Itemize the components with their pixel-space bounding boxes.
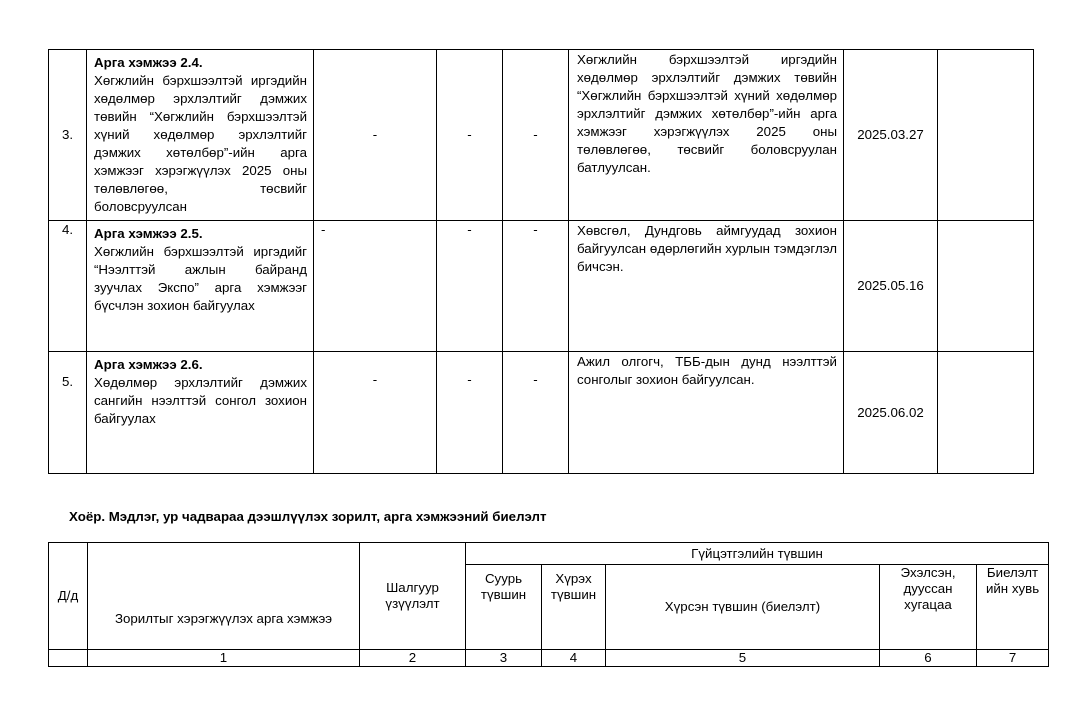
header-action: Зорилтыг хэрэгжүүлэх арга хэмжээ — [88, 543, 360, 650]
criteria-cell: - — [314, 50, 437, 221]
action-description: Хөгжлийн бэрхшээлтэй иргэдийг “Нээлттэй ажлын байранд зуучлах Экспо” арга хэмжээг бүсчлэн зохион байгуулах — [94, 244, 307, 313]
action-description: Хөдөлмөр эрхлэлтийг дэмжих сангийн нээлттэй сонгол зохион байгуулах — [94, 375, 307, 426]
header-period: Эхэлсэн, дууссан хугацаа — [880, 565, 977, 650]
row-number: 5. — [49, 352, 87, 474]
result-cell: Хөгжлийн бэрхшээлтэй иргэдийн хөдөлмөр эрхлэлтийг дэмжих төвийн “Хөгжлийн бэрхшээлтэй хүний хөдөлмөр эрхлэлтийг дэмжих хөтөлбөр”-ийн арга хэмжээг хэрэгжүүлэх 2025 оны төлөвлөгөө, төсвийг боловсруулан батлуулсан. — [569, 50, 844, 221]
criteria-cell: - — [314, 221, 437, 352]
number-cell: 7 — [977, 650, 1049, 667]
action-cell — [87, 221, 314, 352]
number-cell: 4 — [542, 650, 606, 667]
action-title: Арга хэмжээ 2.4. — [94, 55, 203, 70]
table-row — [49, 352, 1034, 474]
number-cell: 3 — [466, 650, 542, 667]
row-number: 4. — [49, 221, 87, 352]
skills-table — [48, 542, 1049, 667]
date-cell: 2025.06.02 — [844, 352, 938, 474]
criteria-cell: - — [314, 352, 437, 474]
section-heading: Хоёр. Мэдлэг, ур чадвараа дээшлүүлэх зорилт, арга хэмжээний биелэлт — [69, 509, 547, 524]
action-description: Хөгжлийн бэрхшээлтэй иргэдийн хөдөлмөр эрхлэлтийг дэмжих төвийн “Хөгжлийн бэрхшээлтэй хүний хөдөлмөр эрхлэлтийг дэмжих хөтөлбөр”-ийн арга хэмжээг хэрэгжүүлэх 2025 оны төлөвлөгөө, төсвийг боловсруулсан — [94, 73, 307, 214]
header-result: Хүрсэн түвшин (биелэлт) — [606, 565, 880, 650]
row-number: 3. — [49, 50, 87, 221]
number-cell: 5 — [606, 650, 880, 667]
date-cell: 2025.03.27 — [844, 50, 938, 221]
table-row — [49, 50, 1034, 221]
base-level-cell: - — [437, 221, 503, 352]
measures-table — [48, 49, 1034, 474]
result-cell: Хөвсгөл, Дундговь аймгуудад зохион байгуулсан өдөрлөгийн хурлын тэмдэглэл бичсэн. — [569, 221, 844, 352]
table-header-row — [49, 543, 1049, 565]
action-cell — [87, 50, 314, 221]
target-level-cell: - — [503, 352, 569, 474]
percent-cell — [938, 352, 1034, 474]
table-row — [49, 221, 1034, 352]
header-dd: Д/д — [49, 543, 88, 650]
header-level-group: Гүйцэтгэлийн түвшин — [466, 543, 1049, 565]
target-level-cell: - — [503, 50, 569, 221]
percent-cell — [938, 221, 1034, 352]
number-cell: 2 — [360, 650, 466, 667]
action-title: Арга хэмжээ 2.5. — [94, 226, 203, 241]
result-cell: Ажил олгогч, ТББ-дын дунд нээлттэй сонголыг зохион байгуулсан. — [569, 352, 844, 474]
base-level-cell: - — [437, 50, 503, 221]
number-cell: 1 — [88, 650, 360, 667]
target-level-cell: - — [503, 221, 569, 352]
header-criteria: Шалгуур үзүүлэлт — [360, 543, 466, 650]
number-cell-empty — [49, 650, 88, 667]
header-base: Суурь түвшин — [466, 565, 542, 650]
percent-cell — [938, 50, 1034, 221]
table-number-row — [49, 650, 1049, 667]
header-percent: Биелэлт ийн хувь — [977, 565, 1049, 650]
header-target: Хүрэх түвшин — [542, 565, 606, 650]
action-title: Арга хэмжээ 2.6. — [94, 357, 203, 372]
action-cell — [87, 352, 314, 474]
base-level-cell: - — [437, 352, 503, 474]
number-cell: 6 — [880, 650, 977, 667]
date-cell: 2025.05.16 — [844, 221, 938, 352]
